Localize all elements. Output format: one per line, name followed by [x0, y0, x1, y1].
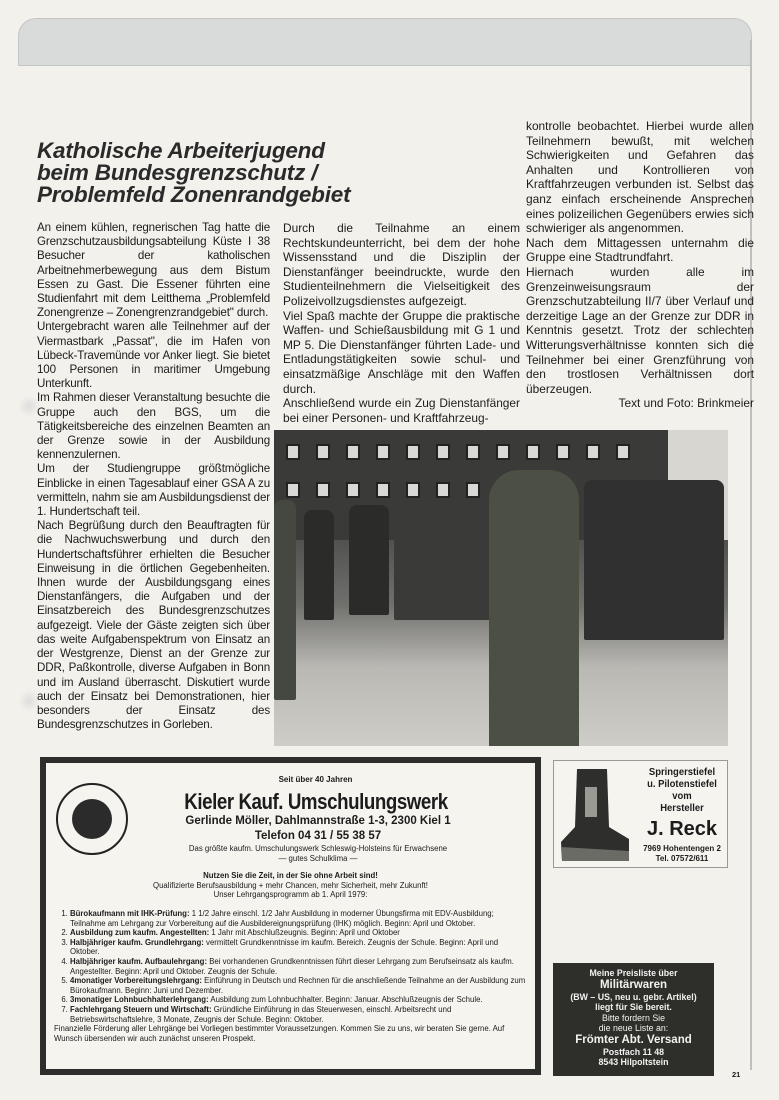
course-item	[70, 928, 526, 938]
course-item	[70, 995, 526, 1005]
photo-group	[394, 500, 504, 620]
ad-footer: Finanzielle Förderung aller Lehrgänge bei Vorliegen bestimmter Voraussetzungen. Kommen Sie zu uns, wir beraten Sie gerne. Auf Wunsch übersenden wir auch zunächst unseren Prospekt.	[54, 1024, 505, 1043]
paragraph: Im Rahmen dieser Veranstaltung besuchte die Gruppe auch den BGS, um die Tätigkeitsbereiche des einzelnen Beamten an der Grenze sowie in der Ausbildung kennenzulernen.	[37, 391, 270, 462]
ad-line: Postfach 11 48	[602, 1046, 665, 1057]
paragraph: Untergebracht waren alle Teilnehmer auf der Viermastbark „Passat", die im Hafen von Lübeck-Travemünde vor Anker liegt. Sie bietet 100 Personen in maritimer Umgebung Unterkunft.	[37, 320, 270, 391]
paragraph: Anschließend wurde ein Zug Dienstanfänger bei einer Personen- und Kraftfahrzeug-	[283, 396, 520, 425]
building-window	[436, 444, 450, 460]
boot-icon	[557, 767, 632, 865]
ad-address: Gerlinde Möller, Dahlmannstraße 1-3, 2300 Kiel 1	[185, 815, 451, 827]
course-text: Gründliche Einführung in das Steuerwesen, einschl. Arbeitsrecht und Betriebswirtschaftslehre, 3 Monate, Zeugnis der Schule. Beginn: Oktober.	[70, 1004, 452, 1024]
article-column-1	[37, 221, 270, 732]
building-window	[346, 482, 360, 498]
photo-person	[304, 510, 334, 620]
ad-line: Springerstiefel	[648, 766, 716, 778]
course-text: Bei vorhandenen Grundkenntnissen führt dieser Lehrgang zum Berufseinsatz als kaufm. Angestellter. Beginn: April und Oktober. Zeugnis der Schule.	[70, 956, 514, 976]
page-header-band	[18, 18, 752, 66]
course-title: 4monatiger Vorbereitungslehrgang:	[70, 976, 202, 986]
ad-line: Meine Preisliste über	[589, 968, 678, 978]
page-number: 21	[732, 1070, 741, 1079]
ad-subtitle	[46, 844, 535, 863]
ad-tagline: Seit über 40 Jahren	[278, 775, 353, 784]
building-window	[616, 444, 630, 460]
ad-kieler-umschulungswerk	[40, 757, 541, 1075]
building-window	[286, 482, 300, 498]
building-window	[466, 482, 480, 498]
building-window	[376, 444, 390, 460]
ad-head2: Qualifizierte Berufsausbildung + mehr Chancen, mehr Sicherheit, mehr Zukunft!	[153, 880, 428, 890]
building-window	[436, 482, 450, 498]
title-line: Problemfeld Zonenrandgebiet	[37, 182, 351, 207]
course-title: Halbjähriger kaufm. Grundlehrgang:	[70, 937, 204, 947]
ad-froemter-versand	[553, 963, 714, 1076]
ad-line: Bitte fordern Sie	[601, 1012, 666, 1023]
building-window	[526, 444, 540, 460]
title-line: beim Bundesgrenzschutz /	[37, 160, 318, 185]
paragraph: Nach dem Mittagessen unternahm die Gruppe eine Stadtrundfahrt.	[526, 235, 754, 265]
photo-credit: Text und Foto: Brinkmeier	[618, 396, 754, 411]
ad-reck-name: J. Reck	[646, 818, 718, 840]
ad-company-name: Kieler Kauf. Umschulungswerk	[184, 789, 448, 814]
building-window	[406, 482, 420, 498]
ad-j-reck	[553, 760, 728, 868]
course-item	[70, 976, 526, 995]
photo-soldier	[274, 500, 296, 700]
building-window	[316, 444, 330, 460]
course-text: Ausbildung zum Lohnbuchhalter. Beginn: Januar. Abschlußzeugnis der Schule.	[210, 995, 483, 1005]
ad-line: die neue Liste an:	[598, 1023, 669, 1033]
photo-person	[349, 505, 389, 615]
article-column-3	[526, 119, 754, 411]
building-window	[346, 444, 360, 460]
course-text: vermittelt Grundkenntnisse im kaufm. Bereich. Zeugnis der Schule. Beginn: April und Oktober.	[70, 937, 499, 957]
course-item	[70, 909, 526, 928]
ad-line: Frömter Abt. Versand	[575, 1033, 692, 1046]
paragraph: Um der Studiengruppe größtmögliche Einblicke in einen Tagesablauf einer GSA A zu vermitteln, nahm sie am Ausbildungsdienst der 1. Hundertschaft teil.	[37, 462, 270, 519]
course-text: Einführung in Deutsch und Rechnen für die anschließende Teilnahme an der Ausbildung zum Bürokaufmann. Beginn: Juni und Dezember.	[70, 976, 526, 995]
title-line: Katholische Arbeiterjugend	[37, 138, 325, 163]
course-text: 1 1/2 Jahre einschl. 1/2 Jahr Ausbildung in moderner Übungsfirma mit EDV-Ausbildung; Teilnahme am Lehrgang zur Vorbereitung auf die Ausbildereignungsprüfung (IHK) möglich. Beginn: April und Oktober.	[70, 909, 494, 928]
course-text: 1 Jahr mit Abschlußzeugnis. Beginn: April und Oktober	[211, 928, 400, 938]
ad-line: 8543 Hilpoltstein	[598, 1057, 669, 1067]
course-title: Ausbildung zum kaufm. Angestellten:	[70, 928, 210, 938]
ad-sub2: — gutes Schulklima —	[278, 853, 358, 863]
course-title: Bürokaufmann mit IHK-Prüfung:	[70, 909, 190, 918]
ad-reck-headline	[641, 766, 724, 814]
course-title: Halbjähriger kaufm. Aufbaulehrgang:	[70, 956, 208, 966]
paragraph: Nach Begrüßung durch den Beauftragten für die Nachwuchswerbung und durch den Hundertschaftsführer erhielten die Besucher Einweisung in die örtlichen Gegebenheiten. Ihnen wurde der Ausbildungsgang eines Dienstanfängers, die Aufgaben und der Einsatzbereich des Bundesgrenzschutzes aufgezeigt. Viele der Gäste zeigten sich über das weite Aufgabenspektrum von Einsatz an der Westgrenze, Dienst an der Grenze zur DDR, Paßkontrolle, diverse Aufgaben in Bonn und im Ausland überrascht. Diskutiert wurde auch der Einsatz bei Demonstrationen, hier besonders der Einsatz des Bundesgrenzschutzes in Gorleben.	[37, 519, 270, 732]
course-title: 3monatiger Lohnbuchhalterlehrgang:	[70, 995, 209, 1005]
photo-group	[584, 480, 724, 640]
building-window	[586, 444, 600, 460]
course-item	[70, 957, 526, 976]
article-photo	[274, 430, 728, 746]
ad-line: u. Pilotenstiefel	[647, 778, 717, 790]
ad-head1: Nutzen Sie die Zeit, in der Sie ohne Arbeit sind!	[203, 871, 378, 880]
course-list	[54, 909, 526, 1043]
article-title	[37, 140, 437, 206]
course-title: Fachlehrgang Steuern und Wirtschaft:	[70, 1004, 212, 1014]
ad-reck-phone: Tel. 07572/611	[655, 854, 709, 863]
building-window	[376, 482, 390, 498]
building-window	[406, 444, 420, 460]
ad-phone: Telefon 04 31 / 55 38 57	[254, 830, 382, 842]
ad-headline	[46, 871, 535, 900]
ad-line: liegt für Sie bereit.	[595, 1002, 672, 1012]
ad-reck-address: 7969 Hohentengen 2	[643, 844, 721, 853]
ad-sub1: Das größte kaufm. Umschulungswerk Schleswig-Holsteins für Erwachsene	[188, 844, 448, 853]
building-window	[286, 444, 300, 460]
ad-line: Militärwaren	[599, 978, 668, 991]
paragraph: An einem kühlen, regnerischen Tag hatte die Grenzschutzausbildungsabteilung Küste I 38 Besucher der katholischen Arbeitnehmerbewegung aus dem Bistum Essen zu Gast. Die Essener führten eine Studienfahrt mit dem Leitthema „Problemfeld Zonengrenze – Zonengrenzrandgebiet" durch.	[37, 221, 270, 320]
paragraph: Hiernach wurden alle im Grenzeinweisungsraum der Grenzschutzabteilung II/7 über Verlauf und derzeitige Lage an der Grenze zur DDR in Kenntnis gesetzt. Trotz der schlechten Witterungsverhältnisse konnten sich die Teilnehmer bei einer Grenzführung von den trostlosen Verhältnissen dort überzeugen.	[526, 264, 754, 396]
course-item	[70, 938, 526, 957]
ad-line: Hersteller	[660, 802, 704, 814]
building-window	[466, 444, 480, 460]
paragraph: kontrolle beobachtet. Hierbei wurde allen Teilnehmern bewußt, mit welchen Schwierigkeiten und Gefahren das Anhalten und Kontrollieren von Kraftfahrzeugen verbunden ist. Selbst das ganz einfach erscheinende Ansprechen eines polizeilichen Gegenübers erwies sich schwieriger als angenommen.	[526, 119, 754, 236]
ad-head3: Unser Lehrgangsprogramm ab 1. April 1979:	[213, 890, 368, 899]
building-window	[556, 444, 570, 460]
paragraph: Viel Spaß machte der Gruppe die praktische Waffen- und Schießausbildung mit G 1 und MP 5. Die Dienstanfänger führten Lade- und Entladungstätigkeiten sowie schul- und einsatzmäßige Anschläge mit den Waffen durch.	[283, 308, 520, 396]
photo-soldier	[489, 470, 579, 746]
ad-line: vom	[672, 790, 692, 802]
ad-reck-contact	[636, 844, 728, 864]
article-column-2	[283, 221, 520, 425]
paragraph: Durch die Teilnahme an einem Rechtskundeunterricht, bei dem der hohe Wissensstand und die Disziplin der Dienstanfänger beeindruckte, wurde den Studienteilnehmern die Vielseitigkeit des Polizeivollzugsdienstes aufgezeigt.	[283, 221, 520, 308]
course-item	[70, 1005, 526, 1024]
building-window	[316, 482, 330, 498]
building-window	[496, 444, 510, 460]
ad-line: (BW – US, neu u. gebr. Artikel)	[570, 991, 697, 1002]
